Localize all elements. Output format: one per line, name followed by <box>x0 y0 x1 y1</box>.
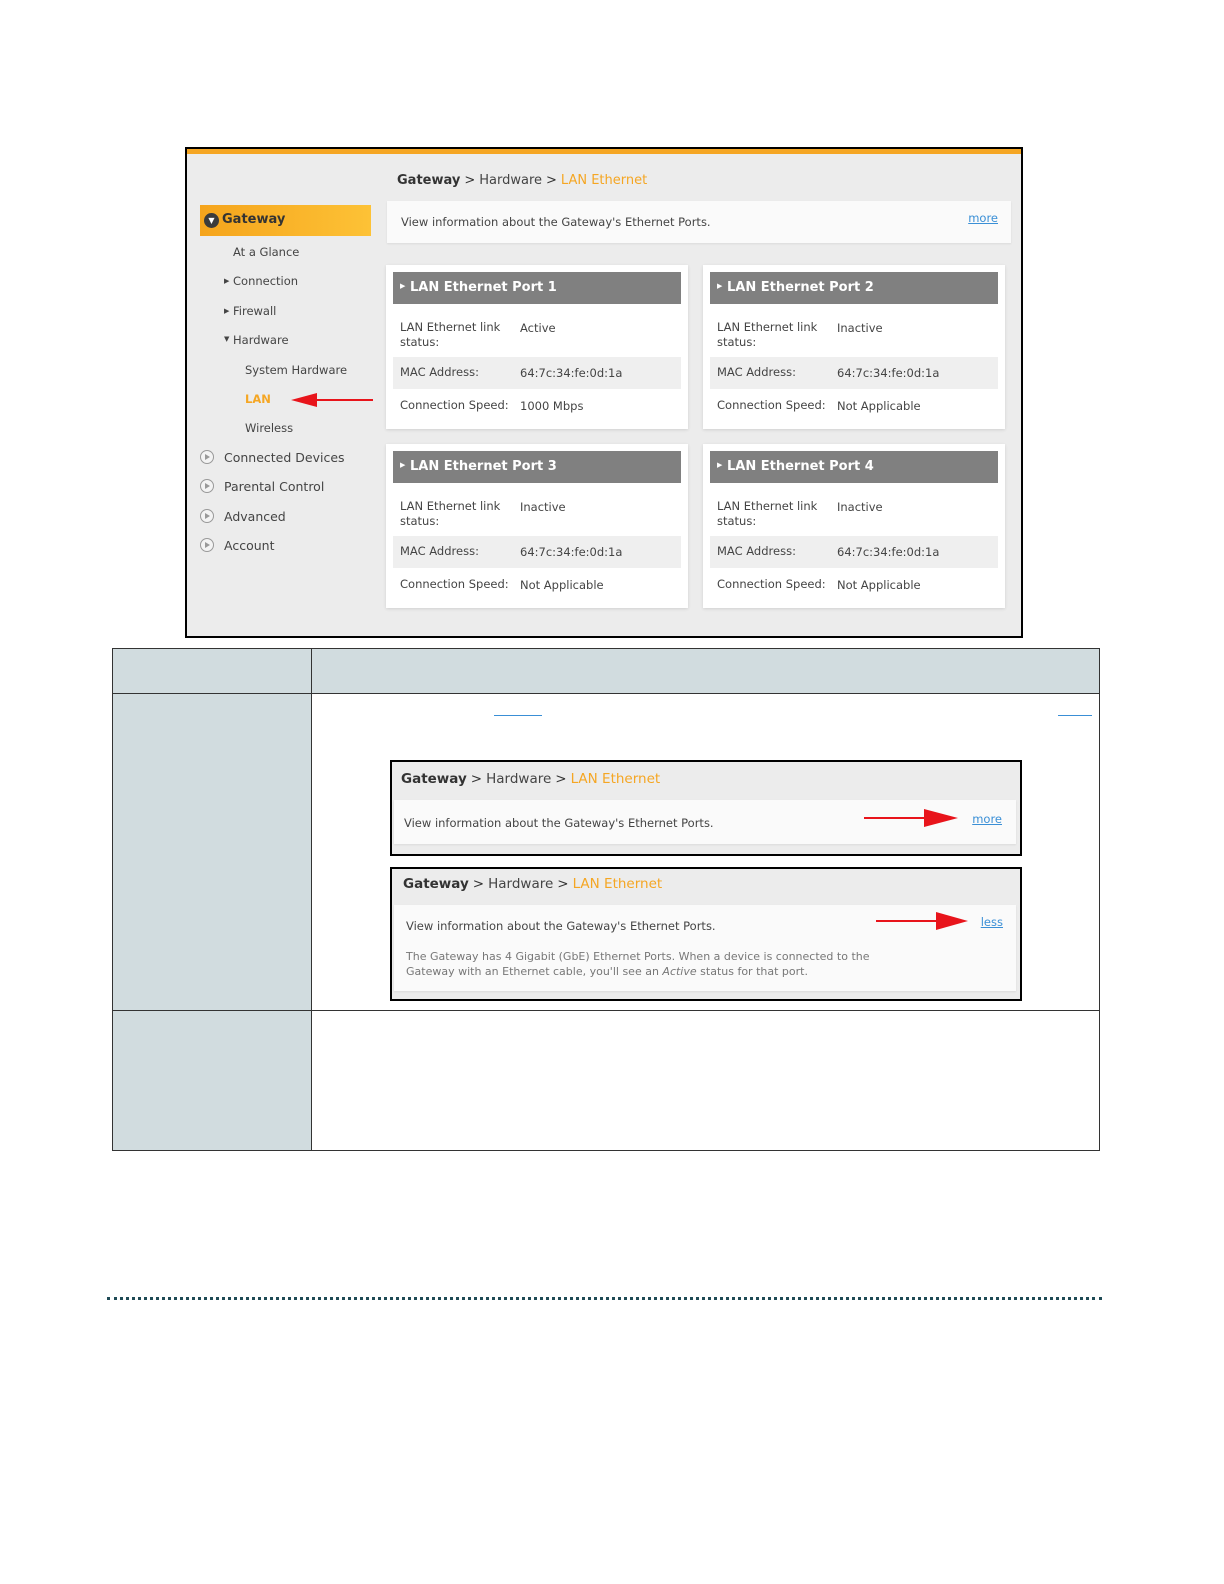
sidebar-gateway[interactable] <box>200 205 371 236</box>
port-card-header[interactable] <box>393 272 681 304</box>
sidebar-item-wireless[interactable]: Wireless <box>245 421 294 435</box>
status-label: LAN Ethernet link <box>400 499 501 513</box>
sidebar-item-connection[interactable] <box>224 274 299 288</box>
more-link[interactable]: more <box>968 211 998 225</box>
caret-right-icon: ▶ <box>717 461 723 469</box>
sidebar-item-at-a-glance[interactable]: At a Glance <box>233 245 300 259</box>
port-card <box>386 444 688 608</box>
info-collapsed-screenshot <box>390 760 1022 856</box>
status-label: status: <box>400 514 440 528</box>
mac-label: MAC Address: <box>717 365 796 379</box>
port-card <box>703 265 1005 429</box>
caret-right-icon: ▶ <box>717 282 723 290</box>
mac-row <box>710 536 998 568</box>
table-row-label-cell <box>113 694 311 1010</box>
status-label: status: <box>717 514 757 528</box>
sidebar-item-label: Account <box>224 538 275 553</box>
table-header-row <box>113 649 1099 694</box>
mac-value: 64:7c:34:fe:0d:1a <box>837 366 940 380</box>
breadcrumb-current: LAN Ethernet <box>570 771 661 787</box>
more-link[interactable]: more <box>972 812 1002 826</box>
info-text: View information about the Gateway's Ethernet Ports. <box>406 919 716 933</box>
speed-value: Not Applicable <box>837 578 921 592</box>
description-line: Gateway with an Ethernet cable, you'll see an <box>406 965 663 978</box>
speed-row <box>393 570 681 600</box>
breadcrumb-sep: > <box>470 771 483 787</box>
sidebar-item-label: Firewall <box>233 304 277 318</box>
play-circle-icon <box>200 509 214 523</box>
breadcrumb-sep: > <box>472 876 485 892</box>
gateway-screenshot <box>185 147 1023 638</box>
sidebar-item-label: Connected Devices <box>224 450 345 465</box>
port-title: LAN Ethernet Port 4 <box>727 459 874 474</box>
info-box <box>387 201 1011 243</box>
port-title: LAN Ethernet Port 3 <box>410 459 557 474</box>
status-label: LAN Ethernet link <box>400 320 501 334</box>
speed-label: Connection Speed: <box>717 577 826 591</box>
sidebar-item-lan[interactable]: LAN <box>245 392 271 406</box>
sidebar-item-hardware[interactable] <box>224 333 289 347</box>
port-card <box>703 444 1005 608</box>
status-value: Inactive <box>837 500 883 514</box>
caret-right-icon: ▶ <box>224 277 230 285</box>
mac-row <box>710 357 998 389</box>
info-description <box>406 949 870 979</box>
description-line: The Gateway has 4 Gigabit (GbE) Ethernet Ports. When a device is connected to the <box>406 950 870 963</box>
port-title: LAN Ethernet Port 1 <box>410 280 557 295</box>
active-emphasis: Active <box>662 965 697 978</box>
speed-value: Not Applicable <box>520 578 604 592</box>
breadcrumb <box>403 876 662 892</box>
sidebar-item-parental-control[interactable] <box>224 479 324 494</box>
table-column-divider <box>311 649 312 1150</box>
less-link[interactable]: less <box>980 915 1003 929</box>
caret-down-icon: ▼ <box>224 335 230 343</box>
mac-label: MAC Address: <box>400 544 479 558</box>
speed-value: Not Applicable <box>837 399 921 413</box>
status-row <box>393 313 681 355</box>
play-circle-icon <box>200 450 214 464</box>
dotted-divider <box>107 1297 1102 1300</box>
info-expanded-screenshot <box>390 867 1022 1001</box>
accent-bar <box>187 149 1021 154</box>
table-divider <box>113 1010 1099 1011</box>
port-card-header[interactable] <box>710 272 998 304</box>
port-card-header[interactable] <box>710 451 998 483</box>
caret-right-icon: ▶ <box>224 307 230 315</box>
underline-link <box>1058 715 1092 716</box>
speed-label: Connection Speed: <box>717 398 826 412</box>
play-circle-icon <box>200 479 214 493</box>
breadcrumb-current: LAN Ethernet <box>560 173 648 188</box>
sidebar-item-label: Connection <box>233 274 299 288</box>
speed-row <box>710 570 998 600</box>
speed-row <box>710 391 998 421</box>
status-row <box>710 492 998 534</box>
sidebar-item-firewall[interactable] <box>224 304 277 318</box>
breadcrumb-sep: > <box>557 876 569 892</box>
chevron-down-icon: ▼ <box>204 213 219 228</box>
status-value: Inactive <box>837 321 883 335</box>
port-title: LAN Ethernet Port 2 <box>727 280 874 295</box>
breadcrumb <box>397 173 647 188</box>
sidebar-item-advanced[interactable] <box>224 509 286 524</box>
sidebar-item-label: Hardware <box>233 333 289 347</box>
mac-label: MAC Address: <box>717 544 796 558</box>
breadcrumb-root[interactable]: Gateway <box>397 173 461 188</box>
mac-value: 64:7c:34:fe:0d:1a <box>837 545 940 559</box>
underline-link <box>494 715 542 716</box>
breadcrumb-mid[interactable]: Hardware <box>486 771 552 787</box>
speed-value: 1000 Mbps <box>520 399 584 413</box>
red-arrow-icon <box>862 808 960 828</box>
speed-label: Connection Speed: <box>400 398 509 412</box>
sidebar-item-label: Advanced <box>224 509 286 524</box>
breadcrumb-sep: > <box>464 173 476 188</box>
status-label: LAN Ethernet link <box>717 320 818 334</box>
caret-right-icon: ▶ <box>400 282 406 290</box>
status-label: status: <box>717 335 757 349</box>
red-arrow-icon <box>874 911 970 931</box>
port-card-header[interactable] <box>393 451 681 483</box>
status-row <box>393 492 681 534</box>
mac-label: MAC Address: <box>400 365 479 379</box>
breadcrumb-sep: > <box>555 771 567 787</box>
speed-row <box>393 391 681 421</box>
status-label: LAN Ethernet link <box>717 499 818 513</box>
breadcrumb-mid[interactable]: Hardware <box>479 173 543 188</box>
breadcrumb <box>401 771 660 787</box>
status-value: Inactive <box>520 500 566 514</box>
info-text: View information about the Gateway's Ethernet Ports. <box>401 215 711 229</box>
breadcrumb-root[interactable]: Gateway <box>403 876 469 892</box>
play-circle-icon <box>200 538 214 552</box>
sidebar-item-label: Parental Control <box>224 479 325 494</box>
info-text: View information about the Gateway's Ethernet Ports. <box>404 816 714 830</box>
status-value: Active <box>520 321 556 335</box>
mac-row <box>393 357 681 389</box>
breadcrumb-mid[interactable]: Hardware <box>488 876 554 892</box>
mac-row <box>393 536 681 568</box>
sidebar-item-system-hardware[interactable]: System Hardware <box>245 363 348 377</box>
description-line: status for that port. <box>696 965 808 978</box>
status-label: status: <box>400 335 440 349</box>
breadcrumb-root[interactable]: Gateway <box>401 771 467 787</box>
caret-right-icon: ▶ <box>400 461 406 469</box>
status-row <box>710 313 998 355</box>
port-card <box>386 265 688 429</box>
doc-table <box>112 648 1100 1151</box>
breadcrumb-current: LAN Ethernet <box>572 876 663 892</box>
sidebar-gateway-label: Gateway <box>222 212 286 227</box>
mac-value: 64:7c:34:fe:0d:1a <box>520 366 623 380</box>
mac-value: 64:7c:34:fe:0d:1a <box>520 545 623 559</box>
red-arrow-icon <box>291 392 375 408</box>
speed-label: Connection Speed: <box>400 577 509 591</box>
sidebar-item-account[interactable] <box>224 538 274 553</box>
table-row-label-cell <box>113 1011 311 1150</box>
breadcrumb-sep: > <box>546 173 557 188</box>
sidebar-item-connected-devices[interactable] <box>224 450 345 465</box>
